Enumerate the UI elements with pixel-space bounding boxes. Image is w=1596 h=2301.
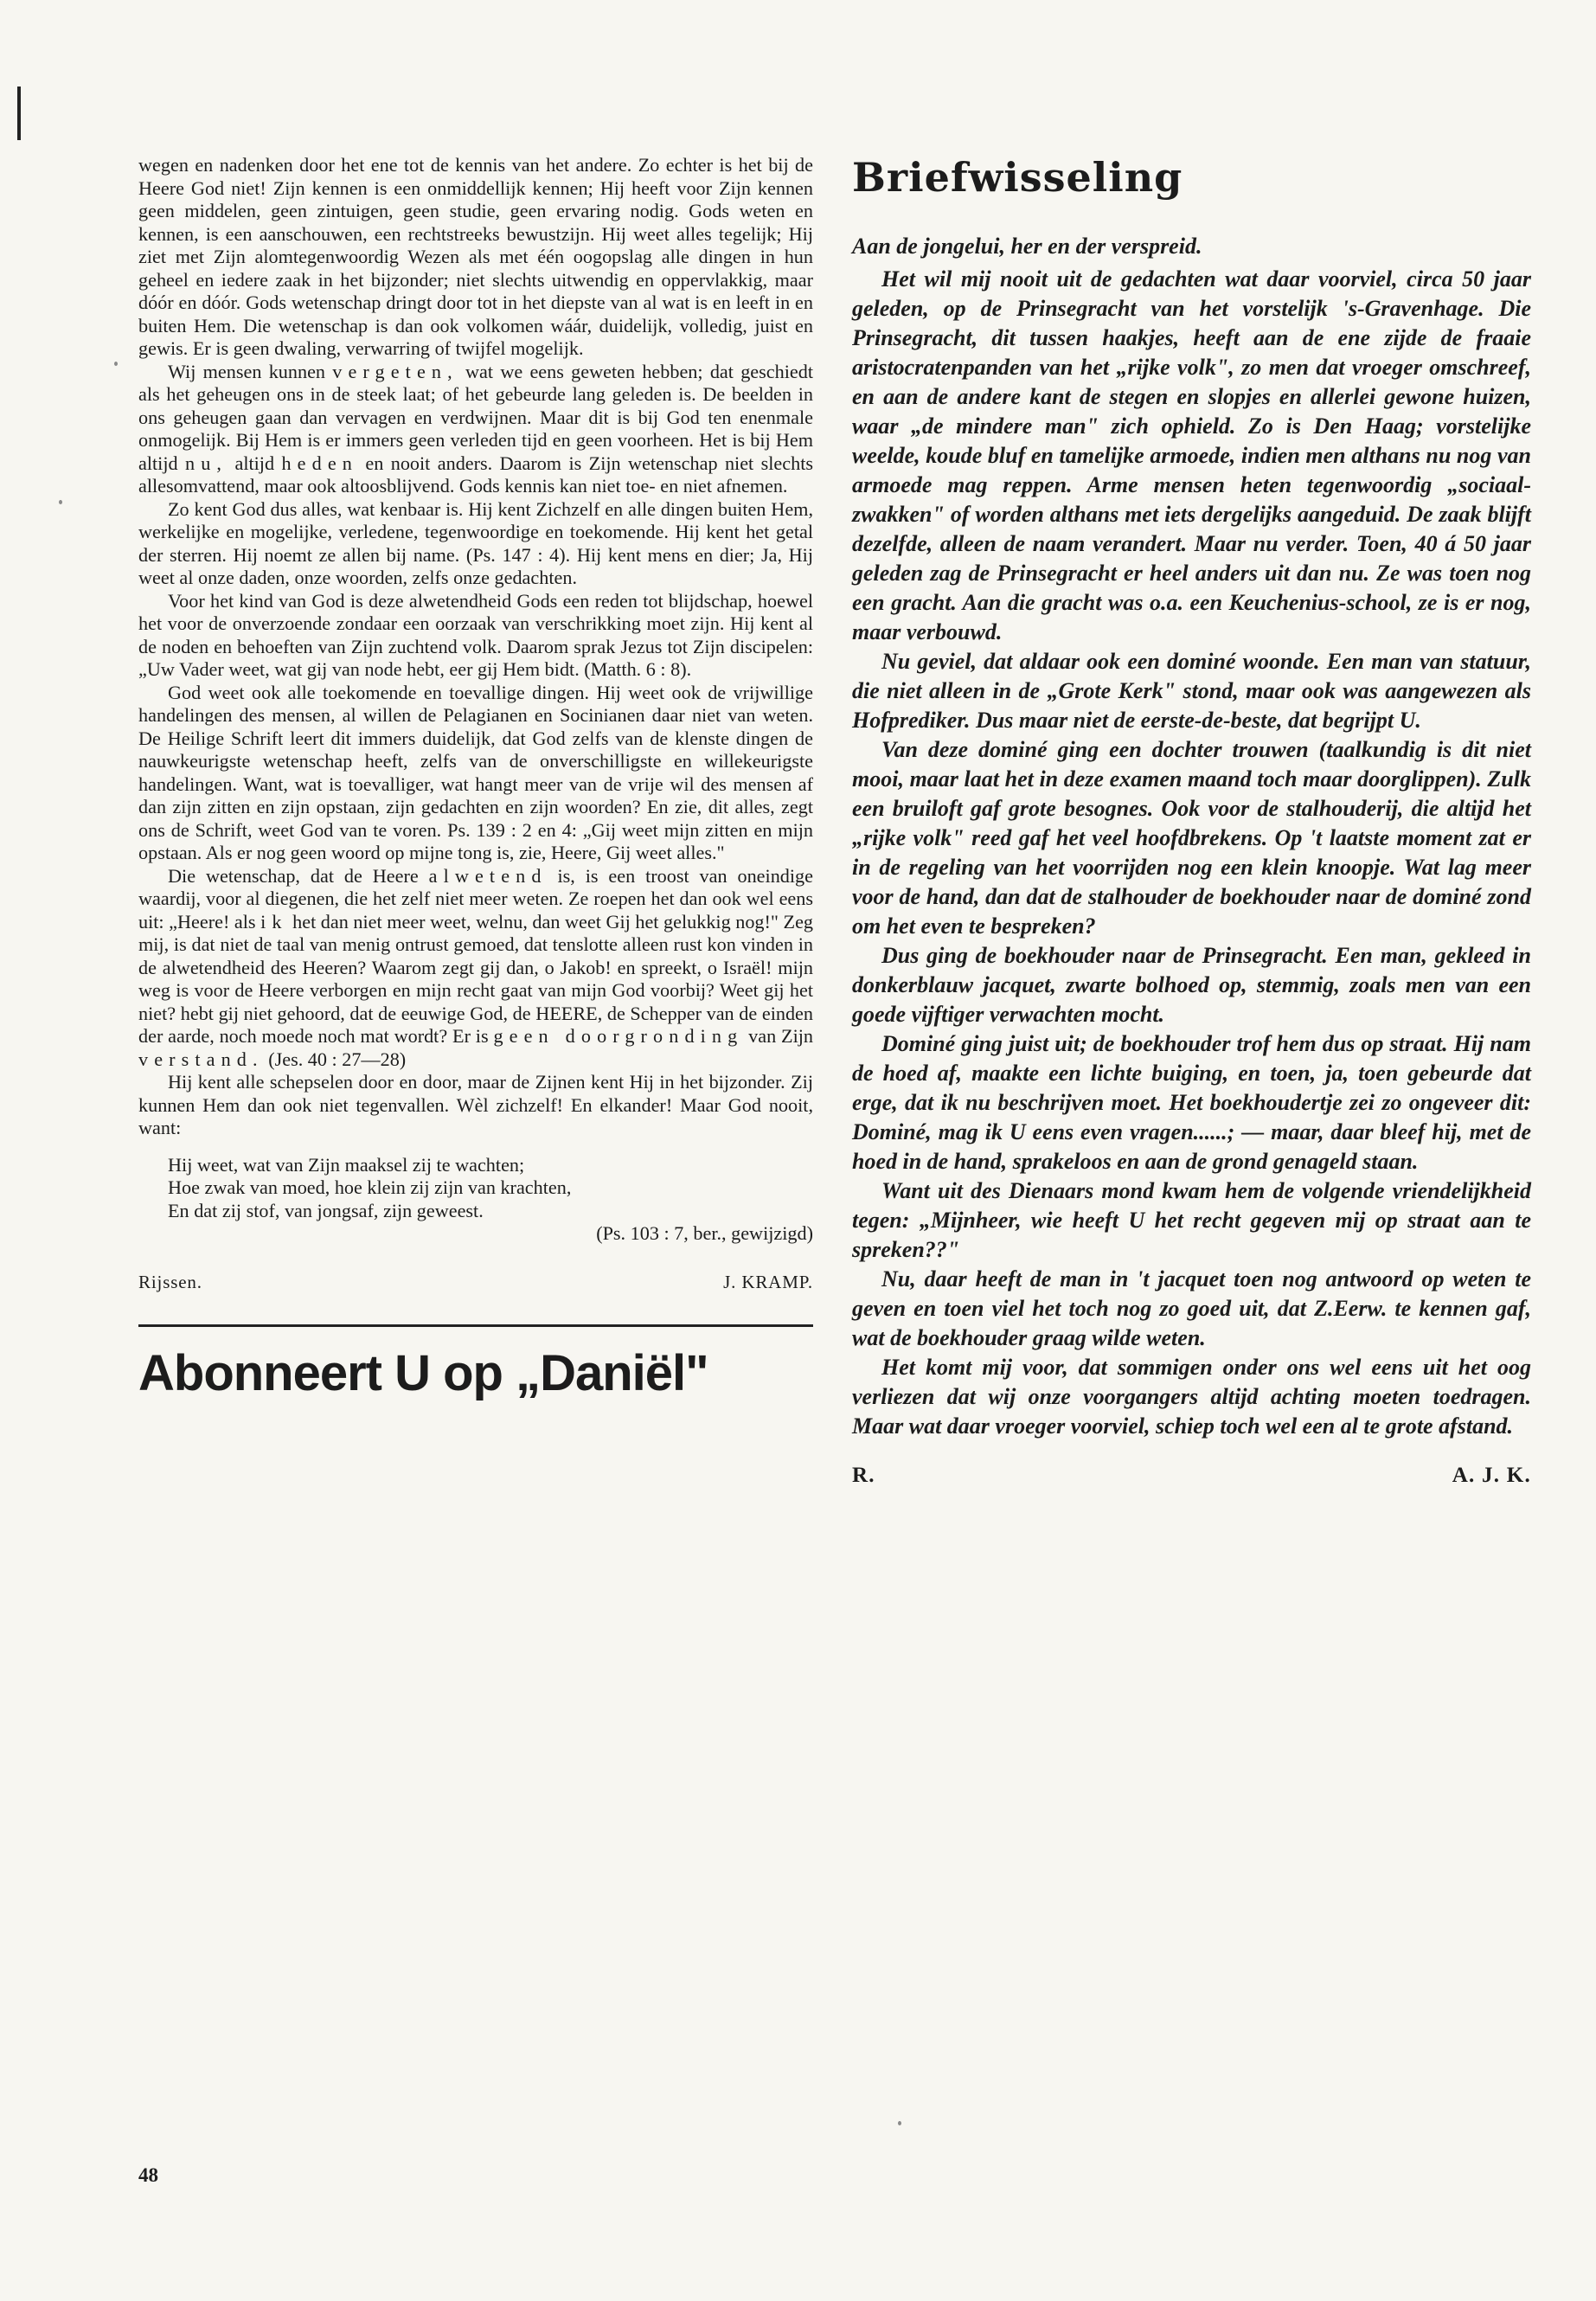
paragraph-text: en nooit anders. Daarom is Zijn wetenschap niet slechts allesomvattend, maar ook altoosblijvend. Gods kennis kan niet toe- en niet afnemen. bbox=[138, 452, 814, 497]
paragraph-text: altijd bbox=[234, 452, 275, 474]
poem-line: Hij weet, wat van Zijn maaksel zij te wachten; bbox=[168, 1153, 525, 1176]
paragraph: Nu geviel, dat aldaar ook een dominé woonde. Een man van statuur, die niet alleen in de „Grote Kerk" stond, maar ook was aangewezen als Hofprediker. Dus maar niet de eerste-de-beste, dat begrijpt U. bbox=[852, 649, 1531, 733]
letter-signature bbox=[852, 1464, 1531, 1488]
paragraph: Van deze dominé ging een dochter trouwen (taalkundig is dit niet mooi, maar laat het in deze examen maand toch maar doorglippen). Zulk een bruiloft gaf grote besognes. Ook voor de stalhouderij, die altijd het „rijke volk" reed gaf het veel hoofdbrekens. Op 't laatste moment zat er in de regeling van het voorrijden nog een klein knoopje. Wat lag meer voor de hand, dan dat de stalhouder de boekhouder naar de dominé zond om het even te bespreken? bbox=[852, 737, 1531, 939]
spaced-word: verstand. bbox=[138, 1048, 264, 1070]
paragraph-text: wat we eens geweten hebben; dat geschiedt als het geheugen ons in de steek laat; of het gebeurde lang geleden is. De beelden in ons geheugen gaan dan vervagen en verdwijnen. Maar dit is bij God ten enenmale onmogelijk. Bij Hem is er immers geen verleden tijd en geen voorheen. Het is bij Hem altijd bbox=[138, 360, 813, 474]
letter-body bbox=[852, 232, 1531, 1441]
paragraph: Voor het kind van God is deze alwetendheid Gods een reden tot blijdschap, hoewel het voor de onverzoende zondaar een oorzaak van verschrikking moet zijn. Hij kent al de noden en behoeften van Zijn zuchtend volk. Daarom sprak Jezus tot Zijn discipelen: „Uw Vader weet, wat gij van node hebt, eer gij Hem bidt. (Matth. 6 : 8). bbox=[138, 589, 813, 680]
poem-line: Hoe zwak van moed, hoe klein zij zijn van krachten, bbox=[168, 1176, 572, 1198]
salutation: Aan de jongelui, her en der verspreid. bbox=[852, 234, 1202, 259]
paragraph bbox=[138, 865, 813, 1072]
paragraph-text: Die wetenschap, dat de Heere bbox=[168, 864, 419, 887]
paragraph-text: is, is een troost van oneindige waardij, voor al diegenen, die het zelf niet meer weten. Ze roepen het dan ook wel eens uit: „Heere! als bbox=[138, 864, 813, 933]
signature-author: A. J. K. bbox=[1452, 1464, 1531, 1487]
subscription-advert: Abonneert U op „Daniël" bbox=[138, 1344, 708, 1401]
article-body bbox=[138, 154, 813, 1140]
paragraph: Dominé ging juist uit; de boekhouder trof hem dus op straat. Hij nam de hoed af, maakte een lichte buiging, en toen, ja, toen gebeurde dat erge, dat ik nu beschrijven moet. Het boekhoudertje zei zo ongeveer dit: Dominé, mag ik U eens even vragen......; — maar, daar bleef hij, met de hoed in de hand, sprakeloos en aan de grond genageld staan. bbox=[852, 1031, 1531, 1174]
section-heading: Briefwisseling bbox=[852, 154, 1183, 201]
page-number: 48 bbox=[138, 2164, 158, 2186]
divider bbox=[138, 1324, 813, 1327]
spaced-word: alwetend bbox=[428, 864, 548, 887]
paragraph: Hij kent alle schepselen door en door, maar de Zijnen kent Hij in het bijzonder. Zij kunnen Hem dan ook niet tegenvallen. Wèl zichzelf! En elkander! Maar God nooit, want: bbox=[138, 1071, 813, 1138]
scan-speck bbox=[114, 362, 118, 366]
signature-author: J. KRAMP. bbox=[723, 1271, 813, 1292]
paragraph bbox=[138, 361, 813, 498]
signature-place: R. bbox=[852, 1464, 875, 1487]
paragraph: Nu, daar heeft de man in 't jacquet toen nog antwoord op weten te geven en toen viel het toch nog zo goed uit, dat Z.Eerw. te kennen gaf, wat de boekhouder graag wilde weten. bbox=[852, 1266, 1531, 1350]
paragraph: Dus ging de boekhouder naar de Prinsegracht. Een man, gekleed in donkerblauw jacquet, zwarte bolhoed op, stemmig, zoals men van een goede vijftiger verwachten mocht. bbox=[852, 943, 1531, 1027]
article-signature bbox=[138, 1272, 813, 1293]
spaced-word: geen doorgronding bbox=[493, 1025, 744, 1047]
left-column bbox=[138, 154, 813, 1402]
scan-speck bbox=[898, 2121, 901, 2125]
signature-place: Rijssen. bbox=[138, 1271, 202, 1292]
poem-reference: (Ps. 103 : 7, ber., gewijzigd) bbox=[596, 1222, 813, 1244]
paragraph: Het komt mij voor, dat sommigen onder ons wel eens uit het oog verliezen dat wij onze voorgangers altijd achting moeten toedragen. Maar wat daar vroeger voorviel, schiep toch wel een al te grote afstand. bbox=[852, 1355, 1531, 1439]
spaced-word: nu, bbox=[185, 452, 228, 474]
paragraph: Zo kent God dus alles, wat kenbaar is. Hij kent Zichzelf en alle dingen buiten Hem, werkelijke en mogelijke, verledene, tegenwoordige en toekomende. Hij kent het getal der sterren. Hij noemt ze allen bij name. (Ps. 147 : 4). Hij kent mens en dier; Ja, Hij weet al onze daden, onze woorden, zelfs onze gedachten. bbox=[138, 497, 813, 588]
paragraph: wegen en nadenken door het ene tot de kennis van het andere. Zo echter is het bij de Heere God niet! Zijn kennen is een onmiddellijk kennen; Hij heeft voor Zijn kennen geen middelen, geen zintuigen, geen studie, geen ervaring nodig. Gods weten en kennen, is een aanschouwen, een rechtstreeks bewustzijn. Hij weet alles tegelijk; Hij ziet met Zijn alomtegenwoordig Wezen als met één oogopslag alle dingen in hun geheel en iedere zaak in het bijzonder; niet slechts uitwendig en oppervlakkig, maar dóór en dóór. Gods wetenschap dringt door tot in het diepste van al wat is en leeft in en buiten Hem. Die wetenschap is dan ook volkomen wáár, duidelijk, volledig, juist en gewis. Er is geen dwaling, verwarring of twijfel mogelijk. bbox=[138, 154, 813, 359]
paragraph: Het wil mij nooit uit de gedachten wat daar voorviel, circa 50 jaar geleden, op de Prinsegracht van het vorstelijk 's-Gravenhage. Die Prinsegracht, dit tussen haakjes, heeft aan de ene zijde de fraaie aristocratenpanden van het „rijke volk", zo men dat vroeger omschreef, en aan de andere kant de stegen en slopjes en allerlei gewone huizen, waar „de mindere man" zich ophield. Zo is Den Haag; vorstelijke weelde, koude bluf en tamelijke armoede, indien men althans nu nog van armoede mag reppen. Arme mensen heten tegenwoordig „sociaal-zwakken" of worden althans met iets dergelijks aangeduid. De zaak blijft dezelfde, alleen de naam verandert. Maar nu verder. Toen, 40 á 50 jaar geleden zag de Prinsegracht er heel anders uit dan nu. Ze was toen nog een gracht. Aan die gracht was o.a. een Keuchenius-school, ze is er nog, maar verbouwd. bbox=[852, 266, 1531, 644]
spaced-word: vergeten, bbox=[332, 360, 458, 382]
poem-line: En dat zij stof, van jongsaf, zijn geweest. bbox=[168, 1199, 484, 1221]
paragraph: God weet ook alle toekomende en toevallige dingen. Hij weet ook de vrijwillige handelingen des mensen, al willen de Pelagianen en Socinianen daar niet van weten. De Heilige Schrift leert dit immers duidelijk, dat God zelfs van de klenste dingen de nauwkeurigste wetenschap heeft, zelfs van de onverschilligste en willekeurigste handelingen. Want, wat is toevalliger, wat hangt meer van de vrije wil des mensen af dan zijn zitten en zijn opstaan, zijn gedachten en zijn woorden? En zie, dit alles, zegt ons de Schrift, weet God van te voren. Ps. 139 : 2 en 4: „Gij weet mijn zitten en mijn opstaan. Als er nog geen woord op mijne tong is, zie, Heere, Gij weet alles." bbox=[138, 681, 813, 863]
paragraph-text: Wij mensen kunnen bbox=[168, 360, 326, 382]
poem-quote bbox=[138, 1154, 813, 1246]
right-column bbox=[852, 154, 1531, 1488]
spaced-word: heden bbox=[281, 452, 358, 474]
spaced-word: ik bbox=[260, 910, 288, 933]
paragraph-text: het dan niet meer weet, welnu, dan weet Gij het gelukkig nog!" Zeg mij, is dat niet de taal van menig ontrust gemoed, dat tenslotte alleen rust kon vinden in de alwetendheid des Heeren? Waarom zegt gij dan, o Jakob! en spreekt, o Israël! mijn weg is voor de Heere verborgen en mijn recht gaat van mijn God voorbij? Weet gij het niet? hebt gij niet gehoord, dat de eeuwige God, de HEERE, de Schepper van de einden der aarde, noch moede noch mat wordt? Er is bbox=[138, 910, 814, 1047]
paragraph-text: (Jes. 40 : 27—28) bbox=[268, 1048, 407, 1070]
scan-edge-mark bbox=[17, 87, 21, 140]
paragraph: Want uit des Dienaars mond kwam hem de volgende vriendelijkheid tegen: „Mijnheer, wie heeft U het recht gegeven mij op straat aan te spreken??" bbox=[852, 1178, 1531, 1262]
paragraph-text: van Zijn bbox=[748, 1025, 814, 1047]
scan-speck bbox=[59, 500, 62, 504]
